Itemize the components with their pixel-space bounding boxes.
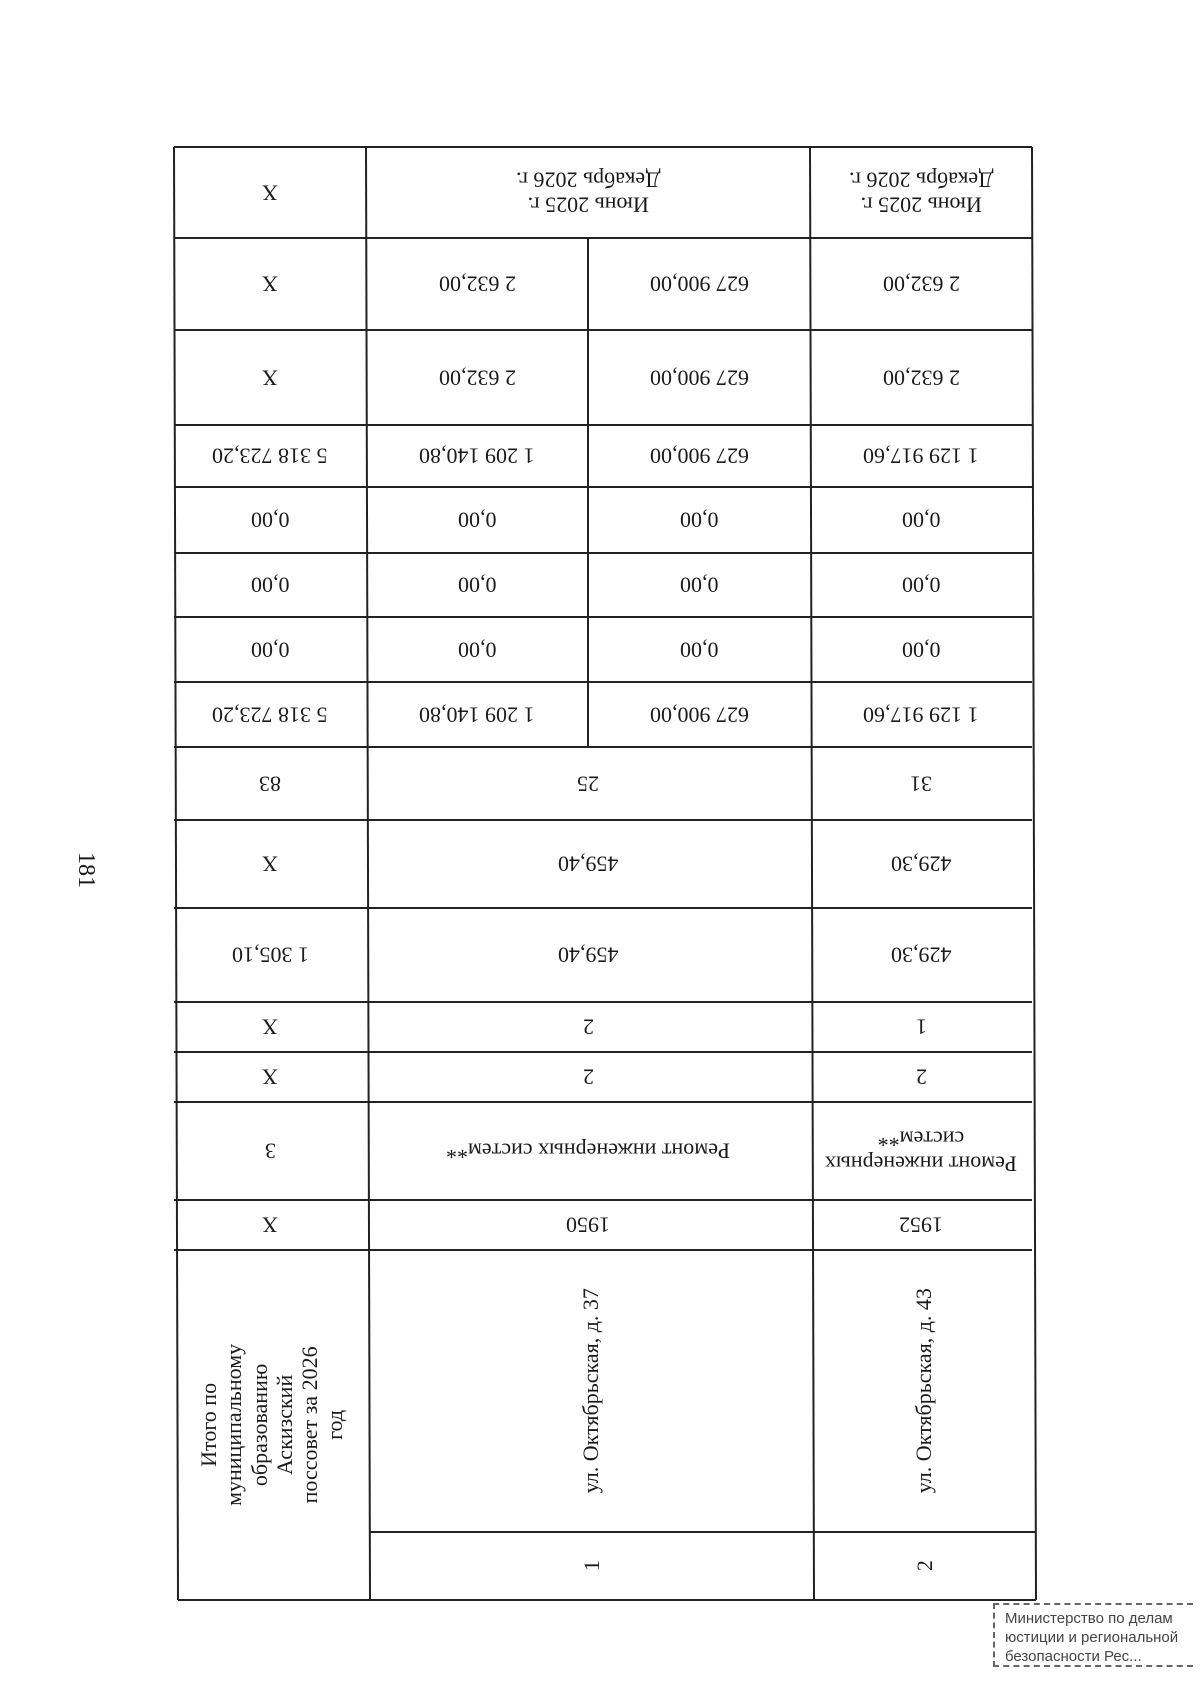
table-cell-total: 83 bbox=[259, 771, 281, 797]
table-cell-total: X bbox=[262, 1212, 278, 1238]
table-cell-c: Ремонт инженерных систем** bbox=[825, 1126, 1017, 1177]
ministry-stamp: Министерство по делам юстиции и региональной безопасности Рес... bbox=[993, 1603, 1193, 1667]
page-number: 181 bbox=[73, 852, 100, 888]
table-cell-c: 429,30 bbox=[890, 851, 952, 877]
table-cell-c: 1952 bbox=[899, 1212, 943, 1238]
table-cell-b: 627 900,00 bbox=[649, 365, 749, 391]
table-cell-c: 429,30 bbox=[890, 942, 952, 968]
total-label-cell: Итого по муниципальному образованию Аскизский поссовет за 2026 год bbox=[196, 1343, 348, 1507]
table-cell-total: X bbox=[262, 851, 278, 877]
table-cell-total: 0,00 bbox=[250, 572, 290, 598]
table-cell-total: 5 318 723,20 bbox=[212, 702, 328, 728]
table-cell-total: X bbox=[262, 1014, 278, 1040]
address-cell-2: ул. Октябрьская, д. 43 bbox=[911, 1288, 937, 1494]
table-cell-total: X bbox=[262, 1064, 278, 1090]
table-cell-b: 627 900,00 bbox=[649, 443, 749, 469]
table-cell-a: Ремонт инженерных систем** bbox=[446, 1138, 730, 1164]
table-cell-a: 2 bbox=[582, 1014, 594, 1040]
table-cell-a: 2 bbox=[582, 1064, 594, 1090]
row-number-cell-1: 1 bbox=[578, 1560, 604, 1572]
table-cell-b: 0,00 bbox=[679, 572, 719, 598]
row-number-cell-2: 2 bbox=[911, 1560, 937, 1572]
table-cell-total: 0,00 bbox=[250, 637, 290, 663]
table-cell-total: 0,00 bbox=[250, 507, 290, 533]
header-period-cell-2: Июнь 2025 г. Декабрь 2026 г. bbox=[848, 167, 994, 218]
table-cell-c: 0,00 bbox=[901, 572, 941, 598]
table-cell-b: 0,00 bbox=[679, 637, 719, 663]
table-cell-c: 0,00 bbox=[901, 507, 941, 533]
table-cell-total: 3 bbox=[264, 1138, 276, 1164]
table-cell-a: 0,00 bbox=[457, 637, 497, 663]
table-cell-total: X bbox=[262, 271, 278, 297]
table-cell-a: 1 209 140,80 bbox=[419, 702, 535, 728]
table-cell-c: 1 bbox=[915, 1014, 927, 1040]
table-cell-c: 2 632,00 bbox=[882, 365, 960, 391]
table-cell-c: 2 632,00 bbox=[882, 271, 960, 297]
table-cell-c: 0,00 bbox=[901, 637, 941, 663]
table-cell-b: 627 900,00 bbox=[649, 702, 749, 728]
table-cell-a: 0,00 bbox=[457, 572, 497, 598]
table-cell-b: 0,00 bbox=[679, 507, 719, 533]
table-cell-a: 25 bbox=[577, 771, 599, 797]
table-cell-a: 1 209 140,80 bbox=[419, 443, 535, 469]
table-cell-total: 5 318 723,20 bbox=[212, 443, 328, 469]
table-cell-a: 459,40 bbox=[557, 851, 619, 877]
address-cell-1: ул. Октябрьская, д. 37 bbox=[578, 1288, 604, 1494]
table-cell-a: 1950 bbox=[566, 1212, 610, 1238]
table-cell-c: 1 129 917,60 bbox=[863, 702, 979, 728]
table-cell-c: 31 bbox=[910, 771, 932, 797]
table-cell-c: 1 129 917,60 bbox=[863, 443, 979, 469]
header-period-cell-1: Июнь 2025 г. Декабрь 2026 г. bbox=[515, 167, 661, 218]
table-cell-a: 2 632,00 bbox=[438, 365, 516, 391]
table-cell-a: 0,00 bbox=[457, 507, 497, 533]
table-cell-c: 2 bbox=[915, 1064, 927, 1090]
table-cell-b: 627 900,00 bbox=[649, 271, 749, 297]
table-cell-total: X bbox=[262, 365, 278, 391]
table-cell-a: 2 632,00 bbox=[438, 271, 516, 297]
table-cell-total: 1 305,10 bbox=[231, 942, 309, 968]
table-cell-a: 459,40 bbox=[557, 942, 619, 968]
header-total-cell: X bbox=[262, 180, 278, 206]
